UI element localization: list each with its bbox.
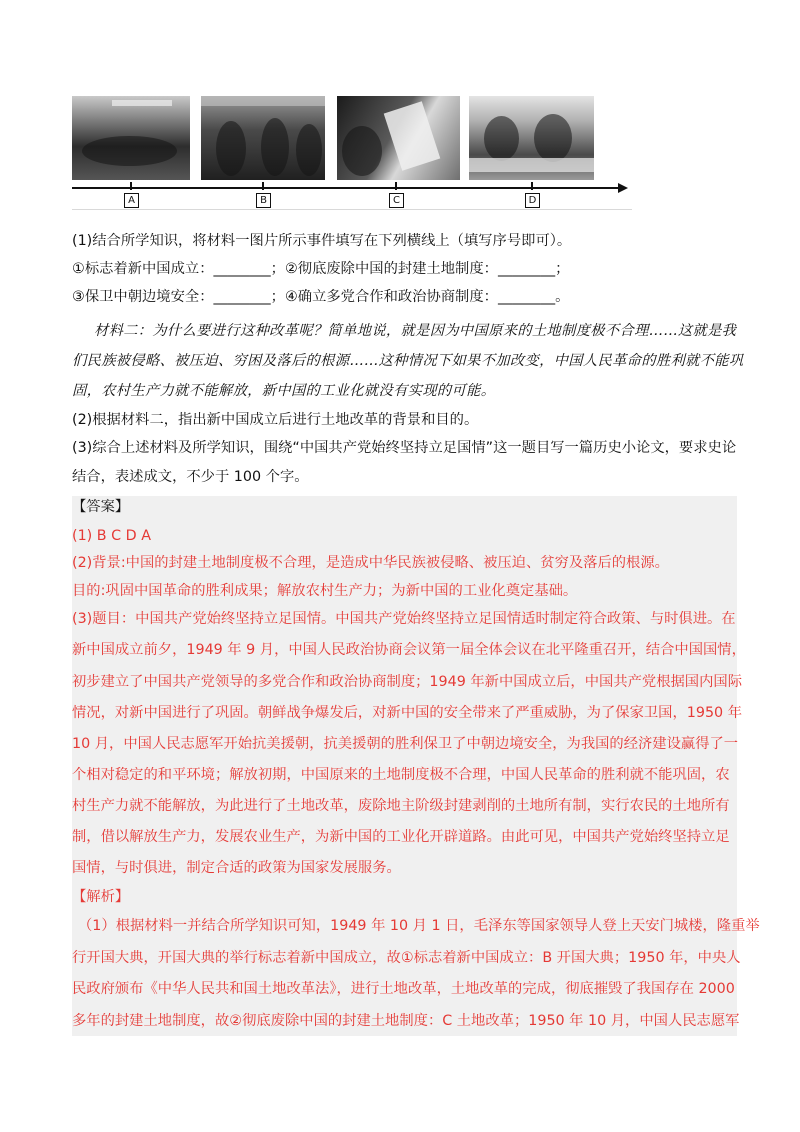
answer-line: 新中国成立前夕，1949 年 9 月，中国人民政治协商会议第一届全体会议在北平隆重召开，结合中国国情，: [72, 642, 746, 658]
answer-line: 国情，与时俱进，制定合适的政策为国家发展服务。: [72, 860, 401, 876]
answer-line: (3)题目：中国共产党始终坚持立足国情。中国共产党始终坚持立足国情适时制定符合政策、与时俱进。在: [72, 611, 736, 627]
question-1-blanks-line-2: ③保卫中朝边境安全：________；④确立多党合作和政治协商制度：________。: [72, 289, 570, 305]
answer-line: 目的:巩固中国革命的胜利成果；解放农村生产力；为新中国的工业化奠定基础。: [72, 583, 578, 599]
photo-c-land-reform: [337, 96, 460, 180]
answer-line: (1) B C D A: [72, 528, 152, 544]
answer-heading: 【答案】: [72, 499, 130, 515]
question-3-line-1: (3)综合上述材料及所学知识，围绕“中国共产党始终坚持立足国情”这一题目写一篇历史小论文，要求史论: [72, 440, 737, 456]
answer-line: 初步建立了中国共产党领导的多党合作和政治协商制度；1949 年新中国成立后，中国共产党根据国内国际: [72, 674, 742, 690]
answer-line: (2)背景:中国的封建土地制度极不合理，是造成中华民族被侵略、被压迫、贫穷及落后的根源。: [72, 555, 669, 571]
material-2-line-2: 们民族被侵略、被压迫、穷困及落后的根源……这种情况下如果不加改变，中国人民革命的胜利就不能巩: [72, 353, 744, 369]
question-2: (2)根据材料二，指出新中国成立后进行土地改革的背景和目的。: [72, 412, 479, 428]
answer-line: 个相对稳定的和平环境；解放初期，中国原来的土地制度极不合理，中国人民革命的胜利就不能巩固，农: [72, 767, 730, 783]
timeline-tick: [531, 182, 533, 190]
marker-b: B: [256, 193, 271, 208]
analysis-heading: 【解析】: [72, 889, 130, 905]
material-2-line-1: 材料二：为什么要进行这种改革呢？简单地说，就是因为中国原来的土地制度极不合理……这就是我: [94, 323, 737, 339]
analysis-line: 多年的封建土地制度，故②彻底废除中国的封建土地制度：C 土地改革；1950 年 10 月，中国人民志愿军: [72, 1013, 740, 1029]
marker-d: D: [525, 193, 540, 208]
marker-c: C: [389, 193, 404, 208]
answer-line: 情况，对新中国进行了巩固。朝鲜战争爆发后，对新中国的安全带来了严重威胁，为了保家卫国，1950 年: [72, 705, 742, 721]
timeline-arrow-icon: [618, 183, 628, 193]
photo-d-signing: [469, 96, 594, 180]
photo-b-ceremony: [201, 96, 325, 180]
question-1: (1)结合所学知识，将材料一图片所示事件填写在下列横线上（填写序号即可）。: [72, 233, 572, 249]
question-3-line-2: 结合，表述成文，不少于 100 个字。: [72, 469, 309, 485]
marker-a: A: [124, 193, 139, 208]
timeline-axis: [72, 187, 620, 189]
timeline-figure: [72, 92, 632, 212]
photo-a-meeting-hall: [72, 96, 190, 180]
analysis-line: （1）根据材料一并结合所学知识可知，1949 年 10 月 1 日，毛泽东等国家领导人登上天安门城楼，隆重举: [78, 918, 760, 934]
timeline-tick: [395, 182, 397, 190]
timeline-tick: [262, 182, 264, 190]
timeline-tick: [130, 182, 132, 190]
answer-line: 制，借以解放生产力，发展农业生产，为新中国的工业化开辟道路。由此可见，中国共产党始终坚持立足: [72, 829, 730, 845]
material-2-line-3: 固，农村生产力就不能解放，新中国的工业化就没有实现的可能。: [72, 383, 496, 399]
answer-line: 10 月，中国人民志愿军开始抗美援朝，抗美援朝的胜利保卫了中朝边境安全，为我国的经济建设赢得了一: [72, 736, 739, 752]
question-1-blanks-line-1: ①标志着新中国成立：________；②彻底废除中国的封建土地制度：________；: [72, 261, 570, 277]
answer-line: 村生产力就不能解放，为此进行了土地改革，废除地主阶级封建剥削的土地所有制，实行农民的土地所有: [72, 798, 730, 814]
figure-divider: [72, 209, 632, 210]
analysis-line: 行开国大典，开国大典的举行标志着新中国成立，故①标志着新中国成立：B 开国大典；1950 年，中央人: [72, 950, 741, 966]
analysis-line: 民政府颁布《中华人民共和国土地改革法》，进行土地改革，土地改革的完成，彻底摧毁了我国存在 2000: [72, 981, 735, 997]
